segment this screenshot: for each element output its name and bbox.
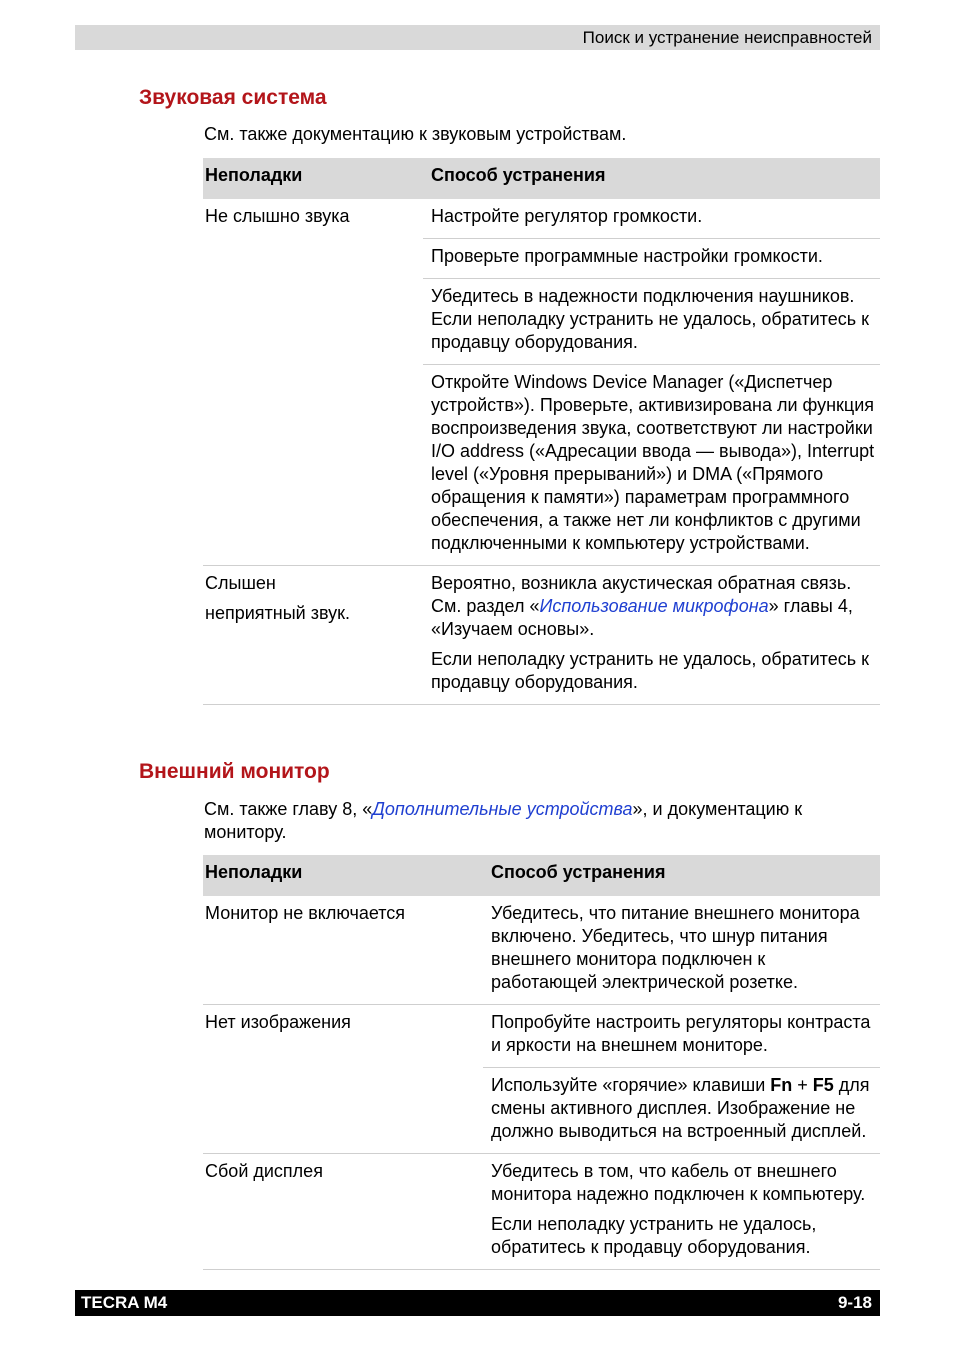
solution-cell: Настройте регулятор громкости.: [423, 199, 880, 239]
problem-cell: [203, 566, 423, 705]
solution-text: » главы 4, «Изучаем основы».: [431, 596, 853, 639]
solution-cell: Убедитесь, что питание внешнего монитора включено. Убедитесь, что шнур питания внешнего монитора подключен к работающей электрической розетке.: [483, 896, 880, 1005]
solution-text: Если неполадку устранить не удалось, обратитесь к продавцу оборудования.: [431, 649, 869, 692]
table-row: [203, 1005, 880, 1068]
solution-cell: Убедитесь в надежности подключения наушников. Если неполадку устранить не удалось, обратитесь к продавцу оборудования.: [423, 279, 880, 365]
page-header: [75, 25, 880, 50]
cross-reference-link[interactable]: Использование микрофона: [539, 596, 769, 616]
problem-cell: Сбой дисплея: [203, 1154, 483, 1270]
key-fn: Fn: [770, 1075, 793, 1095]
problem-text: неприятный звук.: [205, 603, 350, 623]
problem-text: Слышен: [205, 573, 276, 593]
problem-cell: Нет изображения: [203, 1005, 483, 1154]
table-row: [203, 566, 880, 705]
solution-cell: [483, 1154, 880, 1270]
solution-cell: [423, 566, 880, 705]
intro-text: », и документацию к монитору.: [204, 799, 803, 842]
solution-text: для смены активного дисплея. Изображение не должно выводиться на встроенный дисплей.: [491, 1075, 870, 1141]
problem-cell: Монитор не включается: [203, 896, 483, 1005]
solution-cell: [483, 1068, 880, 1154]
section-heading-monitor: Внешний монитор: [139, 760, 330, 783]
solution-text: Вероятно, возникла акустическая обратная связь. См. раздел «: [431, 573, 852, 616]
solution-cell: Попробуйте настроить регуляторы контраста и яркости на внешнем мониторе.: [483, 1005, 880, 1068]
sound-intro: См. также документацию к звуковым устройствам.: [204, 124, 627, 144]
solution-cell: Проверьте программные настройки громкости.: [423, 239, 880, 279]
table-header-row: [203, 158, 880, 199]
monitor-troubleshooting-table: [203, 855, 880, 1270]
solution-text: Используйте «горячие» клавиши: [491, 1075, 771, 1095]
page-footer: [75, 1290, 880, 1316]
footer-model: TECRA M4: [81, 1293, 168, 1312]
solution-text: Убедитесь в том, что кабель от внешнего монитора надежно подключен к компьютеру.: [491, 1161, 866, 1204]
key-f5: F5: [812, 1075, 834, 1095]
column-header-solution: Способ устранения: [483, 855, 880, 896]
problem-cell: Не слышно звука: [203, 199, 423, 566]
section-heading-sound: Звуковая система: [139, 86, 327, 109]
cross-reference-link[interactable]: Дополнительные устройства: [372, 799, 633, 819]
solution-cell: Откройте Windows Device Manager («Диспетчер устройств»). Проверьте, активизирована ли функция воспроизведения звука, соответствуют ли настройки I/O address («Адресации ввода — вывода»), Interrupt level («Уровня прерываний») и DMA («Прямого обращения к памяти») параметрам программного обеспечения, а также нет ли конфликтов с другими подключенными к компьютеру устройствами.: [423, 365, 880, 566]
table-row: [203, 896, 880, 1005]
table-row: [203, 1154, 880, 1270]
plus-sign: +: [792, 1075, 813, 1095]
solution-text: Если неполадку устранить не удалось, обратитесь к продавцу оборудования.: [491, 1214, 817, 1257]
monitor-intro: [204, 798, 880, 844]
table-header-row: [203, 855, 880, 896]
table-row: [203, 199, 880, 239]
intro-text: См. также главу 8, «: [204, 799, 373, 819]
sound-troubleshooting-table: [203, 158, 880, 705]
header-title: Поиск и устранение неисправностей: [582, 28, 872, 47]
column-header-problem: Неполадки: [203, 855, 483, 896]
column-header-problem: Неполадки: [203, 158, 423, 199]
page-number: 9-18: [837, 1293, 872, 1312]
column-header-solution: Способ устранения: [423, 158, 880, 199]
